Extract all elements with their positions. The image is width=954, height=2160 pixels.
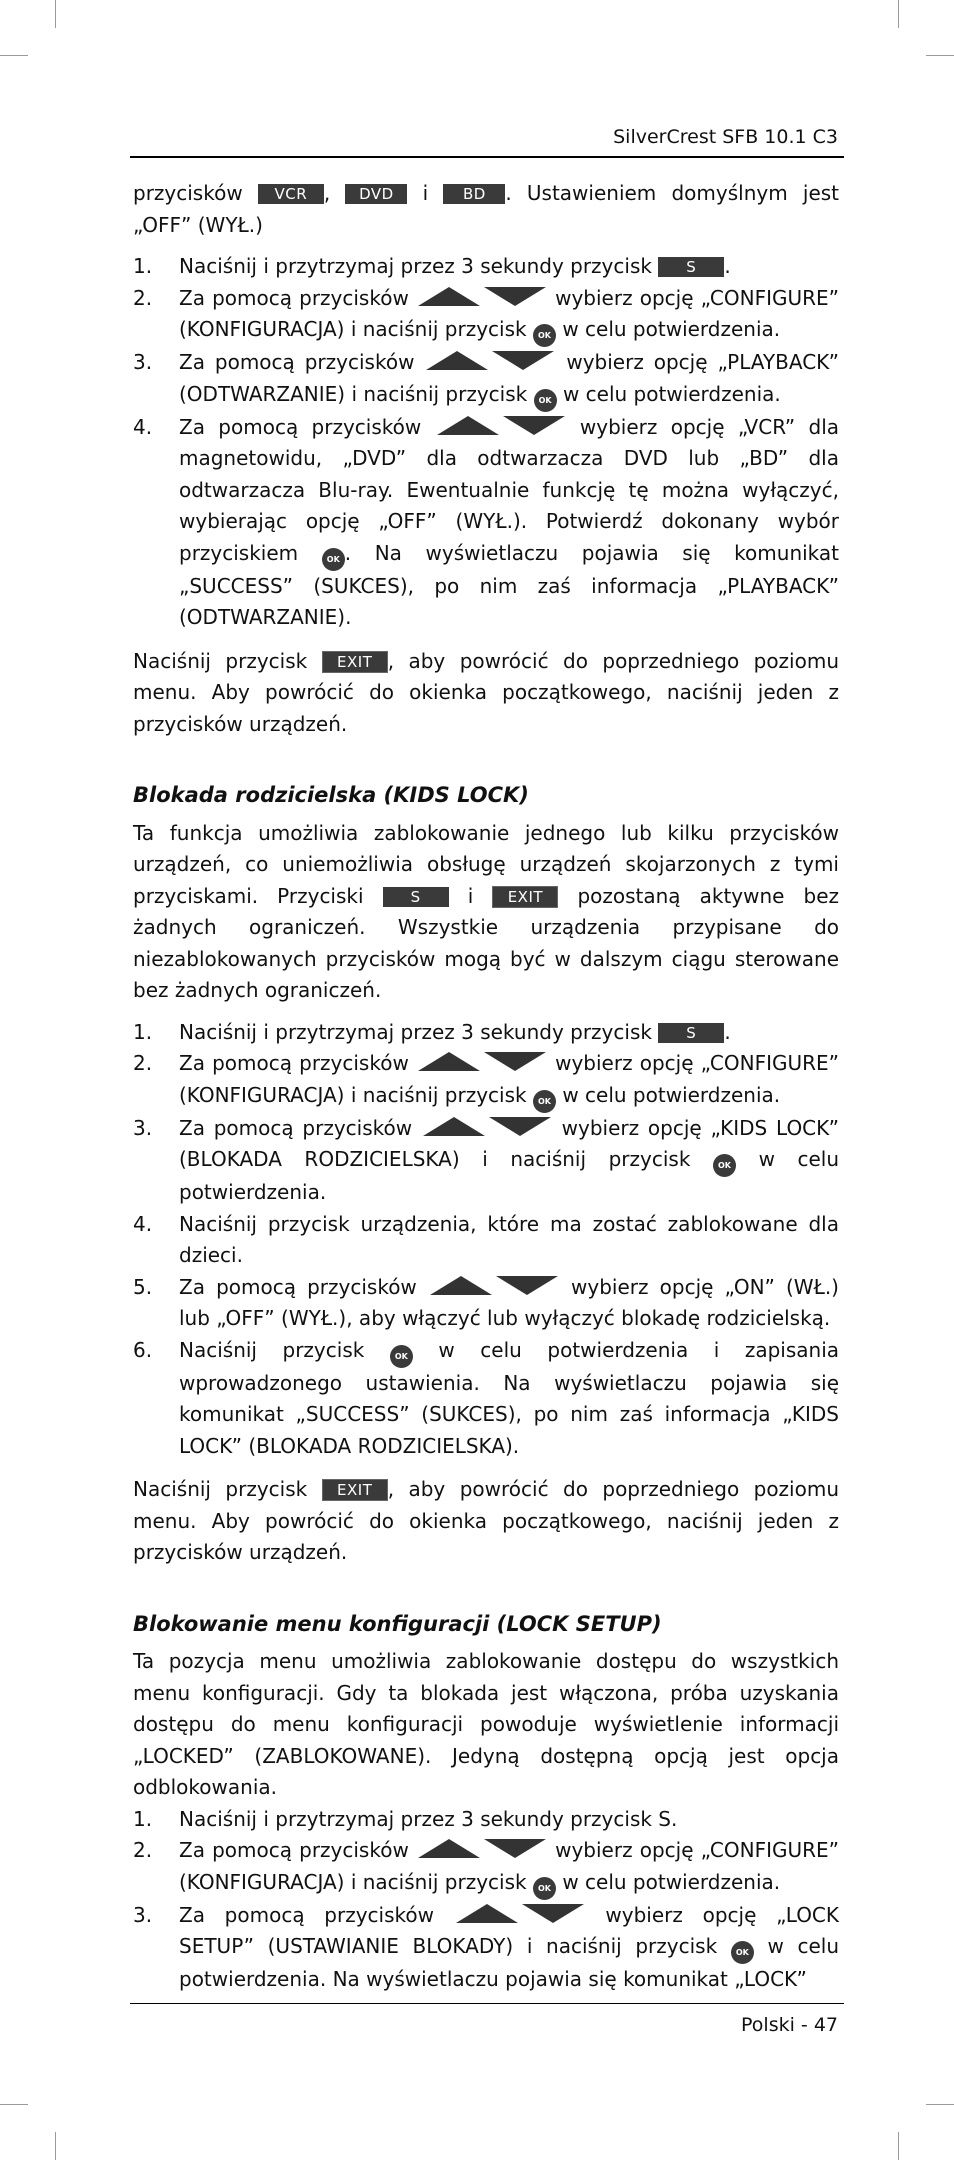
step-text: w celu potwierdzenia.	[562, 317, 781, 341]
step-text: Naciśnij i przytrzymaj przez 3 sekundy przycisk S.	[179, 1806, 678, 1831]
step-number: 2.	[133, 285, 153, 310]
section-title-lock-setup: Blokowanie menu konfiguracji (LOCK SETUP)	[133, 1611, 662, 1636]
paragraph-text: Ta funkcja umożliwia zablokowanie jednego lub kilku przycisków urządzeń, co uniemożliwia obsługę urządzeń skojarzonych z tymi przyciskami. Przyciski	[133, 820, 839, 908]
back-text: , aby powrócić do poprzedniego poziomu menu. Aby powrócić do okienka początkowego, naciśnij jeden z przycisków urządzeń.	[133, 648, 840, 736]
step-text: wybierz opcję „CONFIGURE” (KONFIGURACJA) i naciśnij przycisk	[179, 1838, 840, 1894]
paragraph-text: pozostaną aktywne bez żadnych ograniczeń. Wszystkie urządzenia przypisane do niezablokowanych przycisków mogą być w dalszym ciągu sterowane bez żadnych ograniczeń.	[133, 883, 840, 1002]
step-text: Za pomocą przycisków	[179, 1902, 434, 1927]
intro-post: . Ustawieniem domyślnym jest „OFF” (WYŁ.)	[133, 181, 840, 237]
up-down-arrows-icon	[454, 1902, 586, 1924]
crop-mark	[898, 0, 899, 28]
step-text: Za pomocą przycisków	[179, 285, 409, 310]
step-number: 2.	[133, 1838, 153, 1862]
vcr-button-icon: VCR	[258, 184, 324, 204]
ok-button-icon: OK	[390, 1345, 413, 1368]
step-text: wybierz opcję „KIDS LOCK” (BLOKADA RODZICIELSKA) i naciśnij przycisk	[179, 1115, 840, 1171]
step-text: wybierz opcję „CONFIGURE” (KONFIGURACJA) i naciśnij przycisk	[179, 1051, 840, 1107]
list-item	[133, 412, 839, 634]
crop-mark	[926, 55, 954, 56]
step-text: Za pomocą przycisków	[179, 1838, 409, 1862]
list-item	[133, 1113, 839, 1209]
step-text: w celu potwierdzenia i zapisania wprowadzonego ustawienia. Na wyświetlaczu pojawia się komunikat „SUCCESS” (SUKCES), po nim zaś informacja „KIDS LOCK” (BLOKADA RODZICIELSKA).	[179, 1337, 840, 1458]
list-item	[133, 1804, 839, 1836]
step-number: 1.	[133, 1806, 153, 1831]
step-number: 2.	[133, 1051, 153, 1075]
exit-button-icon: EXIT	[492, 886, 558, 908]
ok-button-icon: OK	[713, 1154, 736, 1177]
step-text: wybierz opcję „CONFIGURE” (KONFIGURACJA) i naciśnij przycisk	[179, 285, 840, 341]
step-number: 3.	[133, 350, 153, 374]
list-item	[133, 1209, 839, 1272]
up-down-arrows-icon	[416, 1050, 548, 1072]
bd-button-icon: BD	[443, 184, 505, 204]
step-text: Naciśnij przycisk urządzenia, które ma zostać zablokowane dla dzieci.	[179, 1211, 839, 1267]
exit-button-icon: EXIT	[322, 1479, 388, 1501]
up-down-arrows-icon	[428, 1274, 560, 1296]
step-text: Naciśnij przycisk	[179, 1337, 365, 1362]
list-item	[133, 1900, 839, 1996]
up-down-arrows-icon	[424, 349, 556, 371]
list-item	[133, 1017, 839, 1049]
list-item	[133, 283, 839, 348]
step-number: 4.	[133, 414, 153, 439]
step-text: Za pomocą przycisków	[179, 350, 415, 374]
intro-pre: przycisków	[133, 181, 243, 205]
back-text: Naciśnij przycisk	[133, 1477, 308, 1501]
crop-mark	[55, 2132, 56, 2160]
paragraph-text: i	[467, 883, 474, 908]
ok-button-icon: OK	[533, 324, 556, 347]
ok-button-icon: OK	[533, 1090, 556, 1113]
step-text: . Na wyświetlaczu pojawia się komunikat „SUCCESS” (SUKCES), po nim zaś informacja „PLAYBACK” (ODTWARZANIE).	[179, 540, 840, 629]
ok-button-icon: OK	[322, 548, 345, 571]
page-content	[133, 178, 839, 2008]
step-text: .	[724, 1019, 731, 1044]
back-text: Naciśnij przycisk	[133, 648, 308, 673]
list-item	[133, 347, 839, 412]
step-text: w celu potwierdzenia.	[179, 1147, 840, 1204]
step-text: .	[724, 254, 731, 278]
exit-button-icon: EXIT	[322, 651, 388, 673]
up-down-arrows-icon	[416, 285, 548, 307]
section-title-kids-lock: Blokada rodzicielska (KIDS LOCK)	[133, 783, 529, 807]
ok-button-icon: OK	[731, 1941, 754, 1964]
list-item	[133, 251, 839, 283]
kids-lock-paragraph	[133, 818, 839, 1007]
back-text: , aby powrócić do poprzedniego poziomu menu. Aby powrócić do okienka początkowego, naciśnij jeden z przycisków urządzeń.	[133, 1477, 840, 1564]
list-item	[133, 1048, 839, 1113]
intro-and: i	[422, 181, 429, 205]
step-text: wybierz opcję „PLAYBACK” (ODTWARZANIE) i naciśnij przycisk	[179, 350, 840, 406]
back-paragraph	[133, 646, 839, 741]
s-button-icon: S	[658, 1023, 724, 1043]
crop-mark	[55, 0, 56, 28]
playback-steps	[133, 251, 839, 634]
step-text: Za pomocą przycisków	[179, 1051, 409, 1075]
s-button-icon: S	[658, 257, 724, 277]
dvd-button-icon: DVD	[345, 184, 407, 204]
step-number: 3.	[133, 1902, 153, 1927]
kids-lock-steps	[133, 1017, 839, 1463]
back-paragraph	[133, 1474, 839, 1569]
list-item	[133, 1835, 839, 1900]
intro-comma: ,	[323, 181, 331, 205]
ok-button-icon: OK	[533, 1877, 556, 1900]
up-down-arrows-icon	[416, 1837, 548, 1859]
page-number: Polski - 47	[741, 2014, 838, 2036]
step-text: w celu potwierdzenia. Na wyświetlaczu pojawia się komunikat „LOCK”	[179, 1934, 840, 1991]
step-number: 6.	[133, 1337, 153, 1362]
crop-mark	[0, 2104, 28, 2105]
header-title: SilverCrest SFB 10.1 C3	[613, 126, 838, 148]
step-text: wybierz opcję „LOCK SETUP” (USTAWIANIE BLOKADY) i naciśnij przycisk	[179, 1902, 840, 1958]
step-text: wybierz opcję „ON” (WŁ.) lub „OFF” (WYŁ.), aby włączyć lub wyłączyć blokadę rodzicielską.	[179, 1274, 839, 1330]
step-text: Za pomocą przycisków	[179, 1274, 417, 1299]
step-number: 5.	[133, 1274, 153, 1299]
crop-mark	[0, 55, 28, 56]
list-item	[133, 1272, 839, 1335]
step-text: Za pomocą przycisków	[179, 1115, 413, 1140]
ok-button-icon: OK	[534, 389, 557, 412]
lock-setup-paragraph: Ta pozycja menu umożliwia zablokowanie dostępu do wszystkich menu konfiguracji. Gdy ta blokada jest włączona, próba uzyskania dostępu do menu konfiguracji powoduje wyświetlenie informacji „LOCKED” (ZABLOKOWANE). Jedyną dostępną opcją jest opcja odblokowania.	[133, 1649, 839, 1799]
crop-mark	[898, 2132, 899, 2160]
list-item	[133, 1335, 839, 1463]
step-text: Naciśnij i przytrzymaj przez 3 sekundy przycisk	[179, 254, 652, 278]
lock-setup-steps	[133, 1804, 839, 1996]
intro-paragraph	[133, 178, 839, 241]
page-footer	[130, 2003, 844, 2049]
step-text: w celu potwierdzenia.	[562, 1082, 781, 1107]
crop-mark	[926, 2104, 954, 2105]
step-text: wybierz opcję „VCR” dla magnetowidu, „DVD” dla odtwarzacza DVD lub „BD” dla odtwarzacza Blu-ray. Ewentualnie funkcję tę można wyłączyć, wybierając opcję „OFF” (WYŁ.). Potwierdź dokonany wybór przyciskiem	[179, 414, 840, 565]
step-number: 4.	[133, 1211, 153, 1236]
s-button-icon: S	[383, 887, 449, 907]
step-text: Naciśnij i przytrzymaj przez 3 sekundy przycisk	[179, 1019, 652, 1044]
step-number: 3.	[133, 1115, 153, 1140]
step-number: 1.	[133, 1019, 153, 1044]
up-down-arrows-icon	[421, 1115, 553, 1137]
step-number: 1.	[133, 254, 153, 278]
step-text: w celu potwierdzenia.	[562, 381, 781, 406]
up-down-arrows-icon	[435, 414, 567, 436]
step-text: Za pomocą przycisków	[179, 414, 422, 439]
page-header	[130, 124, 844, 158]
step-text: w celu potwierdzenia.	[562, 1869, 781, 1894]
